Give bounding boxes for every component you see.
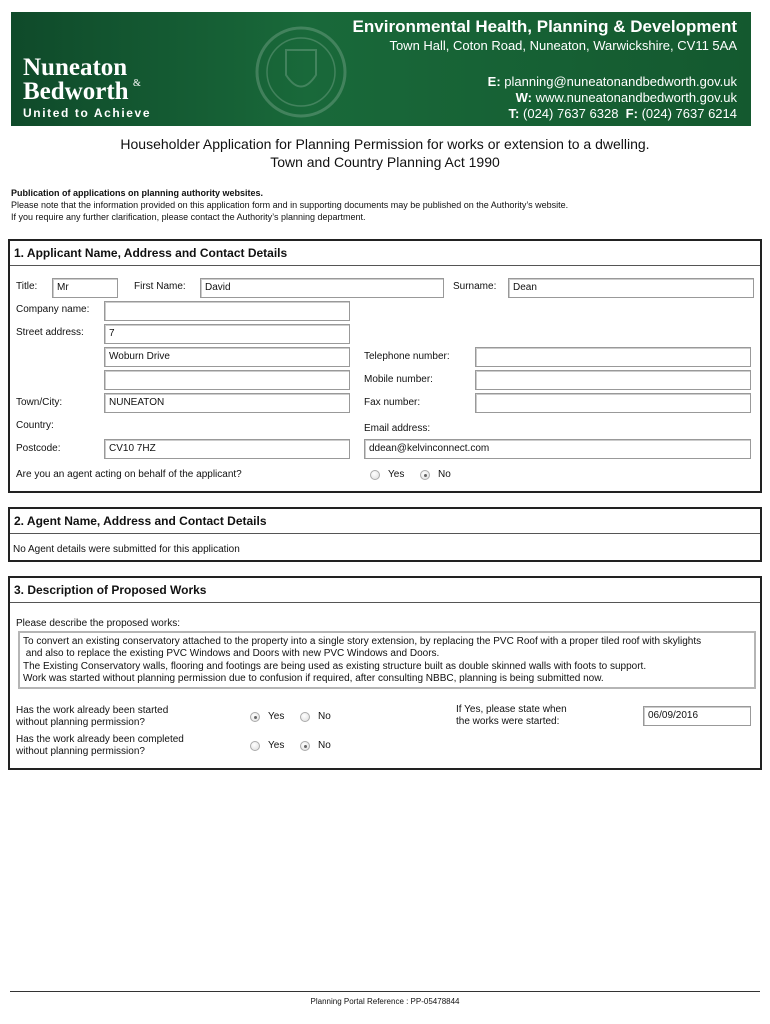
- tel-value: (024) 7637 6328: [523, 106, 619, 121]
- description-line: and also to replace the existing PVC Windows and Doors with new PVC Windows and Doors.: [23, 648, 440, 660]
- surname-field[interactable]: Dean: [508, 278, 754, 298]
- fax-number-field[interactable]: [475, 393, 751, 413]
- logo-text-bedworth: Bedworth: [23, 78, 129, 105]
- telephone-label: Telephone number:: [364, 351, 450, 362]
- section-divider: [10, 533, 760, 534]
- section-applicant: [8, 239, 762, 493]
- company-label: Company name:: [16, 304, 90, 315]
- notice-line-1: Please note that the information provided on this application form and in supporting documents may be published on the Authority’s website.: [11, 200, 569, 210]
- town-label: Town/City:: [16, 397, 63, 408]
- agent-no-radio[interactable]: [420, 470, 430, 480]
- department-address: Town Hall, Coton Road, Nuneaton, Warwickshire, CV11 5AA: [389, 38, 737, 53]
- title-label: Title:: [16, 281, 38, 292]
- footer-divider: [10, 991, 760, 992]
- email-value: planning@nuneatonandbedworth.gov.uk: [504, 74, 737, 89]
- section-heading: 1. Applicant Name, Address and Contact Details: [14, 246, 288, 260]
- email-address-label: Email address:: [364, 423, 431, 434]
- completed-question-line-2: without planning permission?: [16, 746, 145, 757]
- section-divider: [10, 265, 760, 266]
- department-name: Environmental Health, Planning & Development: [352, 17, 737, 36]
- agent-no-label: No: [438, 469, 451, 480]
- email-address-field[interactable]: ddean@kelvinconnect.com: [364, 439, 751, 459]
- agent-yes-radio[interactable]: [370, 470, 380, 480]
- street-line-3-field[interactable]: [104, 370, 350, 390]
- contact-phone: [509, 106, 737, 121]
- started-yes-radio[interactable]: [250, 712, 260, 722]
- section-divider: [10, 602, 760, 603]
- street-line-1-field[interactable]: 7: [104, 324, 350, 344]
- fax-value: (024) 7637 6214: [641, 106, 737, 121]
- completed-no-radio[interactable]: [300, 741, 310, 751]
- title-field[interactable]: Mr: [52, 278, 118, 298]
- mobile-label: Mobile number:: [364, 374, 433, 385]
- section-agent: [8, 507, 762, 562]
- tel-label: T:: [508, 106, 520, 121]
- no-agent-message: No Agent details were submitted for this application: [13, 544, 240, 555]
- description-line: The Existing Conservatory walls, flooring and footings are being used as existing structure built as double skinned walls with foots to support.: [23, 660, 647, 672]
- started-yes-label: Yes: [268, 711, 285, 722]
- contact-email: [488, 74, 737, 89]
- form-subtitle: Town and Country Planning Act 1990: [270, 154, 500, 170]
- describe-prompt: Please describe the proposed works:: [16, 618, 180, 629]
- completed-question-line-1: Has the work already been completed: [16, 734, 184, 745]
- logo-text-nuneaton: Nuneaton: [23, 54, 128, 81]
- started-question-line-2: without planning permission?: [16, 717, 145, 728]
- first-name-field[interactable]: David: [200, 278, 444, 298]
- header-banner: [11, 12, 751, 126]
- web-label: W:: [515, 90, 532, 105]
- web-value: www.nuneatonandbedworth.gov.uk: [535, 90, 737, 105]
- start-date-label-line-1: If Yes, please state when: [456, 704, 567, 715]
- fax-label: F:: [625, 106, 638, 121]
- first-name-label: First Name:: [134, 281, 186, 292]
- start-date-field[interactable]: 06/09/2016: [643, 706, 751, 726]
- country-label: Country:: [16, 420, 54, 431]
- description-textarea[interactable]: [18, 631, 756, 689]
- contact-web: [516, 90, 737, 105]
- description-line: Work was started without planning permission due to confusion if required, after consulting NBBC, planning is being submitted now.: [23, 673, 604, 685]
- telephone-field[interactable]: [475, 347, 751, 367]
- start-date-label-line-2: the works were started:: [456, 716, 560, 727]
- postcode-field[interactable]: CV10 7HZ: [104, 439, 350, 459]
- section-proposed-works: [8, 576, 762, 770]
- logo-ampersand: &: [133, 78, 141, 89]
- town-field[interactable]: NUNEATON: [104, 393, 350, 413]
- started-no-label: No: [318, 711, 331, 722]
- street-line-2-field[interactable]: Woburn Drive: [104, 347, 350, 367]
- street-label: Street address:: [16, 327, 84, 338]
- agent-question: Are you an agent acting on behalf of the applicant?: [16, 469, 242, 480]
- planning-portal-reference: Planning Portal Reference : PP-05478844: [310, 997, 460, 1006]
- completed-no-label: No: [318, 740, 331, 751]
- completed-yes-label: Yes: [268, 740, 285, 751]
- notice-line-2: If you require any further clarification, please contact the Authority’s planning department.: [11, 212, 366, 222]
- fax-number-label: Fax number:: [364, 397, 421, 408]
- started-question-line-1: Has the work already been started: [16, 705, 169, 716]
- company-field[interactable]: [104, 301, 350, 321]
- section-heading: 3. Description of Proposed Works: [14, 583, 207, 597]
- started-no-radio[interactable]: [300, 712, 310, 722]
- description-line: To convert an existing conservatory attached to the property into a single story extension, by replacing the PVC Roof with a proper tiled roof with skylights: [23, 636, 702, 647]
- section-heading: 2. Agent Name, Address and Contact Details: [14, 514, 267, 528]
- mobile-field[interactable]: [475, 370, 751, 390]
- surname-label: Surname:: [453, 281, 497, 292]
- form-title: Householder Application for Planning Permission for works or extension to a dwelling.: [120, 136, 650, 152]
- email-label: E:: [487, 74, 501, 89]
- postcode-label: Postcode:: [16, 443, 61, 454]
- completed-yes-radio[interactable]: [250, 741, 260, 751]
- logo-tagline: United to Achieve: [23, 106, 152, 120]
- agent-yes-label: Yes: [388, 469, 405, 480]
- council-crest-icon: [246, 20, 356, 120]
- notice-heading: Publication of applications on planning authority websites.: [11, 188, 264, 198]
